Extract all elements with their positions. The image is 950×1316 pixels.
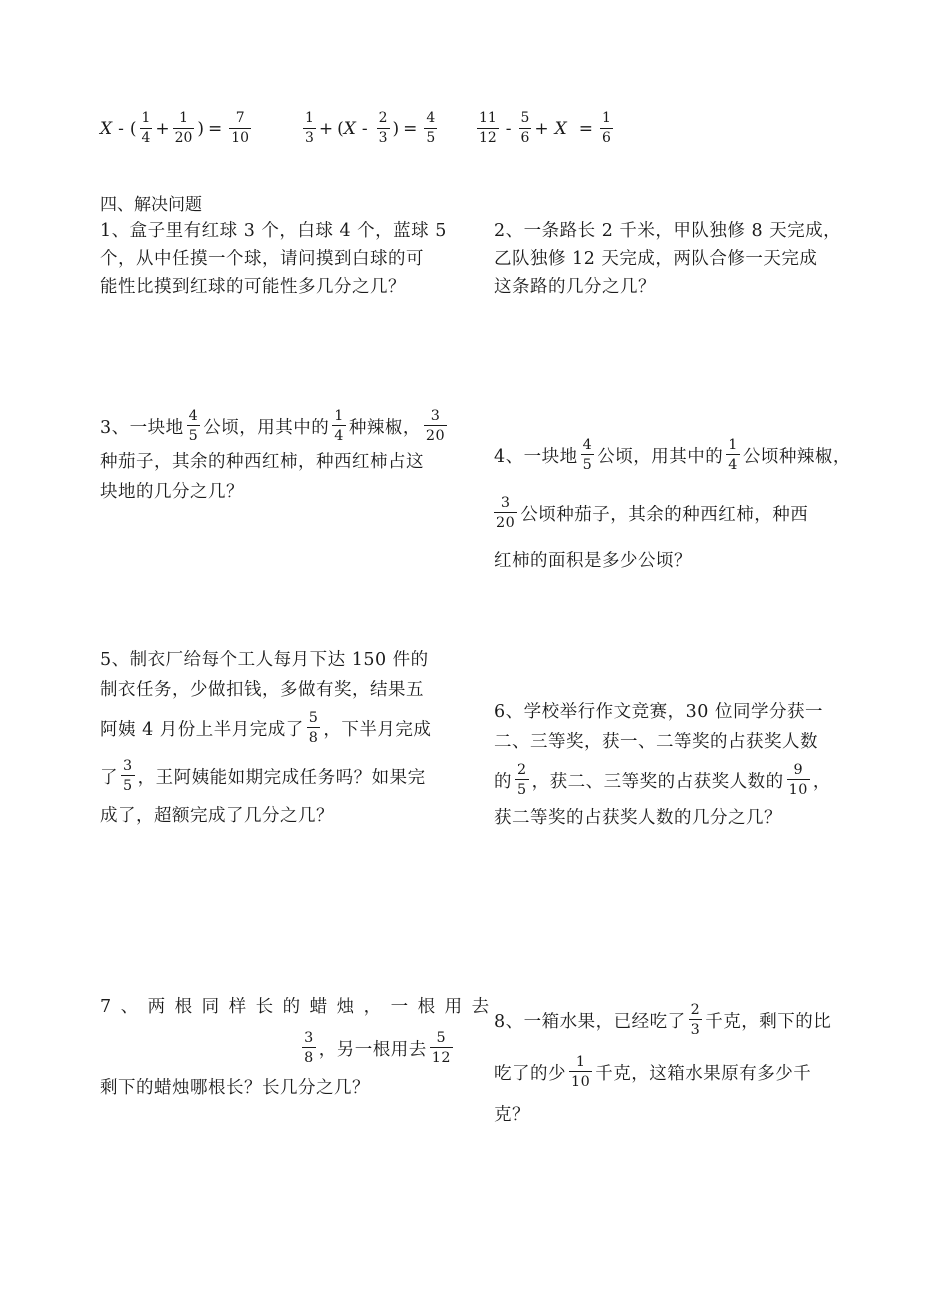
paren: ) — [392, 118, 400, 139]
problem-7-line: 7、两根同样长的蜡烛，一根用去 — [100, 997, 499, 1017]
problem-2-line: 2、一条路长 2 千米，甲队独修 8 天完成， — [494, 221, 842, 241]
problem-4-text: 公顷，用其中的 — [597, 446, 724, 467]
problem-8-text: 千克，剩下的比 — [705, 1011, 832, 1032]
problem-7 — [100, 990, 499, 1104]
equals-sign: = — [578, 118, 593, 139]
section-title: 四、解决问题 — [100, 195, 202, 215]
problem-3 — [100, 405, 450, 507]
fraction: $\frac{1}{4}$ — [141, 110, 151, 146]
problem-2-line: 乙队独修 12 天完成，两队合修一天完成 — [494, 249, 818, 269]
fraction: $\frac{11}{12}$ — [479, 110, 497, 146]
problem-5-line: 5、制衣厂给每个工人每月下达 150 件的 — [100, 650, 429, 670]
fraction: $\frac{3}{8}$ — [304, 1029, 314, 1066]
problem-4-text: 公顷种茄子，其余的种西红柿，种西 — [520, 504, 809, 525]
minus-sign: - — [118, 118, 124, 139]
problem-3-text: 3、一块地 — [100, 417, 184, 438]
fraction: $\frac{2}{3}$ — [690, 1001, 701, 1038]
plus-sign: + — [318, 118, 334, 139]
problem-5-text: ，下半月完成 — [323, 719, 432, 740]
problem-1-line: 1、盒子里有红球 3 个，白球 4 个，蓝球 5 — [100, 221, 447, 241]
paren: ) — [197, 118, 205, 139]
problem-6-line: 二、三等奖，获一、二等奖的占获奖人数 — [494, 732, 818, 752]
fraction: $\frac{5}{12}$ — [431, 1029, 451, 1066]
fraction: $\frac{9}{10}$ — [788, 761, 808, 798]
problem-7-line: 剩下的蜡烛哪根长？长几分之几？ — [100, 1078, 370, 1098]
equation-2 — [300, 112, 440, 146]
fraction: $\frac{1}{3}$ — [305, 110, 314, 146]
problem-6-text: 的 — [494, 771, 512, 792]
fraction: $\frac{4}{5}$ — [188, 407, 199, 444]
fraction: $\frac{5}{8}$ — [308, 709, 319, 746]
paren: ( — [337, 118, 344, 139]
equals-sign: = — [403, 118, 418, 139]
fraction: $\frac{1}{6}$ — [601, 110, 611, 146]
problem-2-line: 这条路的几分之几？ — [494, 277, 656, 297]
problem-3-text: 种辣椒， — [348, 417, 421, 438]
plus-sign: + — [155, 118, 170, 139]
variable-x: X — [343, 118, 356, 139]
problem-4-text: 公顷种辣椒， — [742, 446, 851, 467]
fraction: $\frac{3}{5}$ — [123, 757, 133, 794]
problem-6-text: ，获二、三等奖的占获奖人数的 — [531, 771, 784, 792]
fraction: $\frac{1}{4}$ — [334, 407, 344, 444]
problem-8-line: 克？ — [494, 1105, 530, 1125]
problem-8 — [494, 998, 831, 1132]
problem-7-text: ，另一根用去 — [318, 1039, 427, 1060]
problem-6 — [494, 697, 831, 833]
fraction: $\frac{4}{5}$ — [426, 110, 436, 146]
problem-3-line: 种茄子，其余的种西红柿，种西红柿占这 — [100, 452, 424, 472]
fraction: $\frac{3}{20}$ — [425, 407, 446, 444]
plus-sign: + — [534, 118, 549, 139]
problem-5-line: 制衣任务，少做扣钱，多做有奖，结果五 — [100, 680, 424, 700]
problem-3-line: 块地的几分之几？ — [100, 482, 244, 502]
fraction: $\frac{1}{10}$ — [571, 1053, 591, 1090]
problem-8-text: 千克，这箱水果原有多少千 — [595, 1063, 812, 1084]
fraction: $\frac{3}{20}$ — [496, 494, 516, 531]
fraction: $\frac{2}{3}$ — [378, 110, 388, 146]
problem-1-line: 能性比摸到红球的可能性多几分之几？ — [100, 277, 406, 297]
paren: ( — [129, 118, 137, 139]
minus-sign: - — [505, 118, 512, 139]
problem-1 — [100, 217, 447, 301]
equation-1 — [100, 112, 254, 146]
problem-5-text: 阿姨 4 月份上半月完成了 — [100, 719, 304, 740]
variable-x: X — [100, 118, 113, 139]
fraction: $\frac{5}{6}$ — [520, 110, 530, 146]
fraction: $\frac{1}{4}$ — [728, 436, 738, 473]
problem-5-text: ，王阿姨能如期完成任务吗？如果完 — [137, 767, 426, 788]
minus-sign: - — [361, 118, 368, 139]
problem-6-text: ， — [812, 771, 831, 792]
fraction: $\frac{4}{5}$ — [582, 436, 593, 473]
problem-4 — [494, 433, 851, 579]
problem-5-text: 了 — [100, 767, 118, 788]
fraction: $\frac{7}{10}$ — [231, 110, 250, 146]
problem-1-line: 个，从中任摸一个球，请问摸到白球的可 — [100, 249, 424, 269]
equals-sign: = — [208, 118, 223, 139]
problem-8-text: 8、一箱水果，已经吃了 — [494, 1011, 686, 1032]
variable-x: X — [554, 118, 567, 139]
problem-8-text: 吃了的少 — [494, 1063, 566, 1084]
fraction: $\frac{1}{20}$ — [174, 110, 193, 146]
problem-4-line: 红柿的面积是多少公顷？ — [494, 551, 692, 571]
problem-4-text: 4、一块地 — [494, 446, 578, 467]
problem-5 — [100, 645, 431, 831]
equation-3 — [474, 112, 616, 146]
problem-6-line: 获二等奖的占获奖人数的几分之几？ — [494, 808, 782, 828]
problem-5-line: 成了，超额完成了几分之几？ — [100, 806, 334, 826]
problem-2 — [494, 217, 841, 301]
fraction: $\frac{2}{5}$ — [517, 761, 527, 798]
problem-3-text: 公顷，用其中的 — [203, 417, 330, 438]
problem-6-line: 6、学校举行作文竞赛，30 位同学分获一 — [494, 702, 823, 722]
